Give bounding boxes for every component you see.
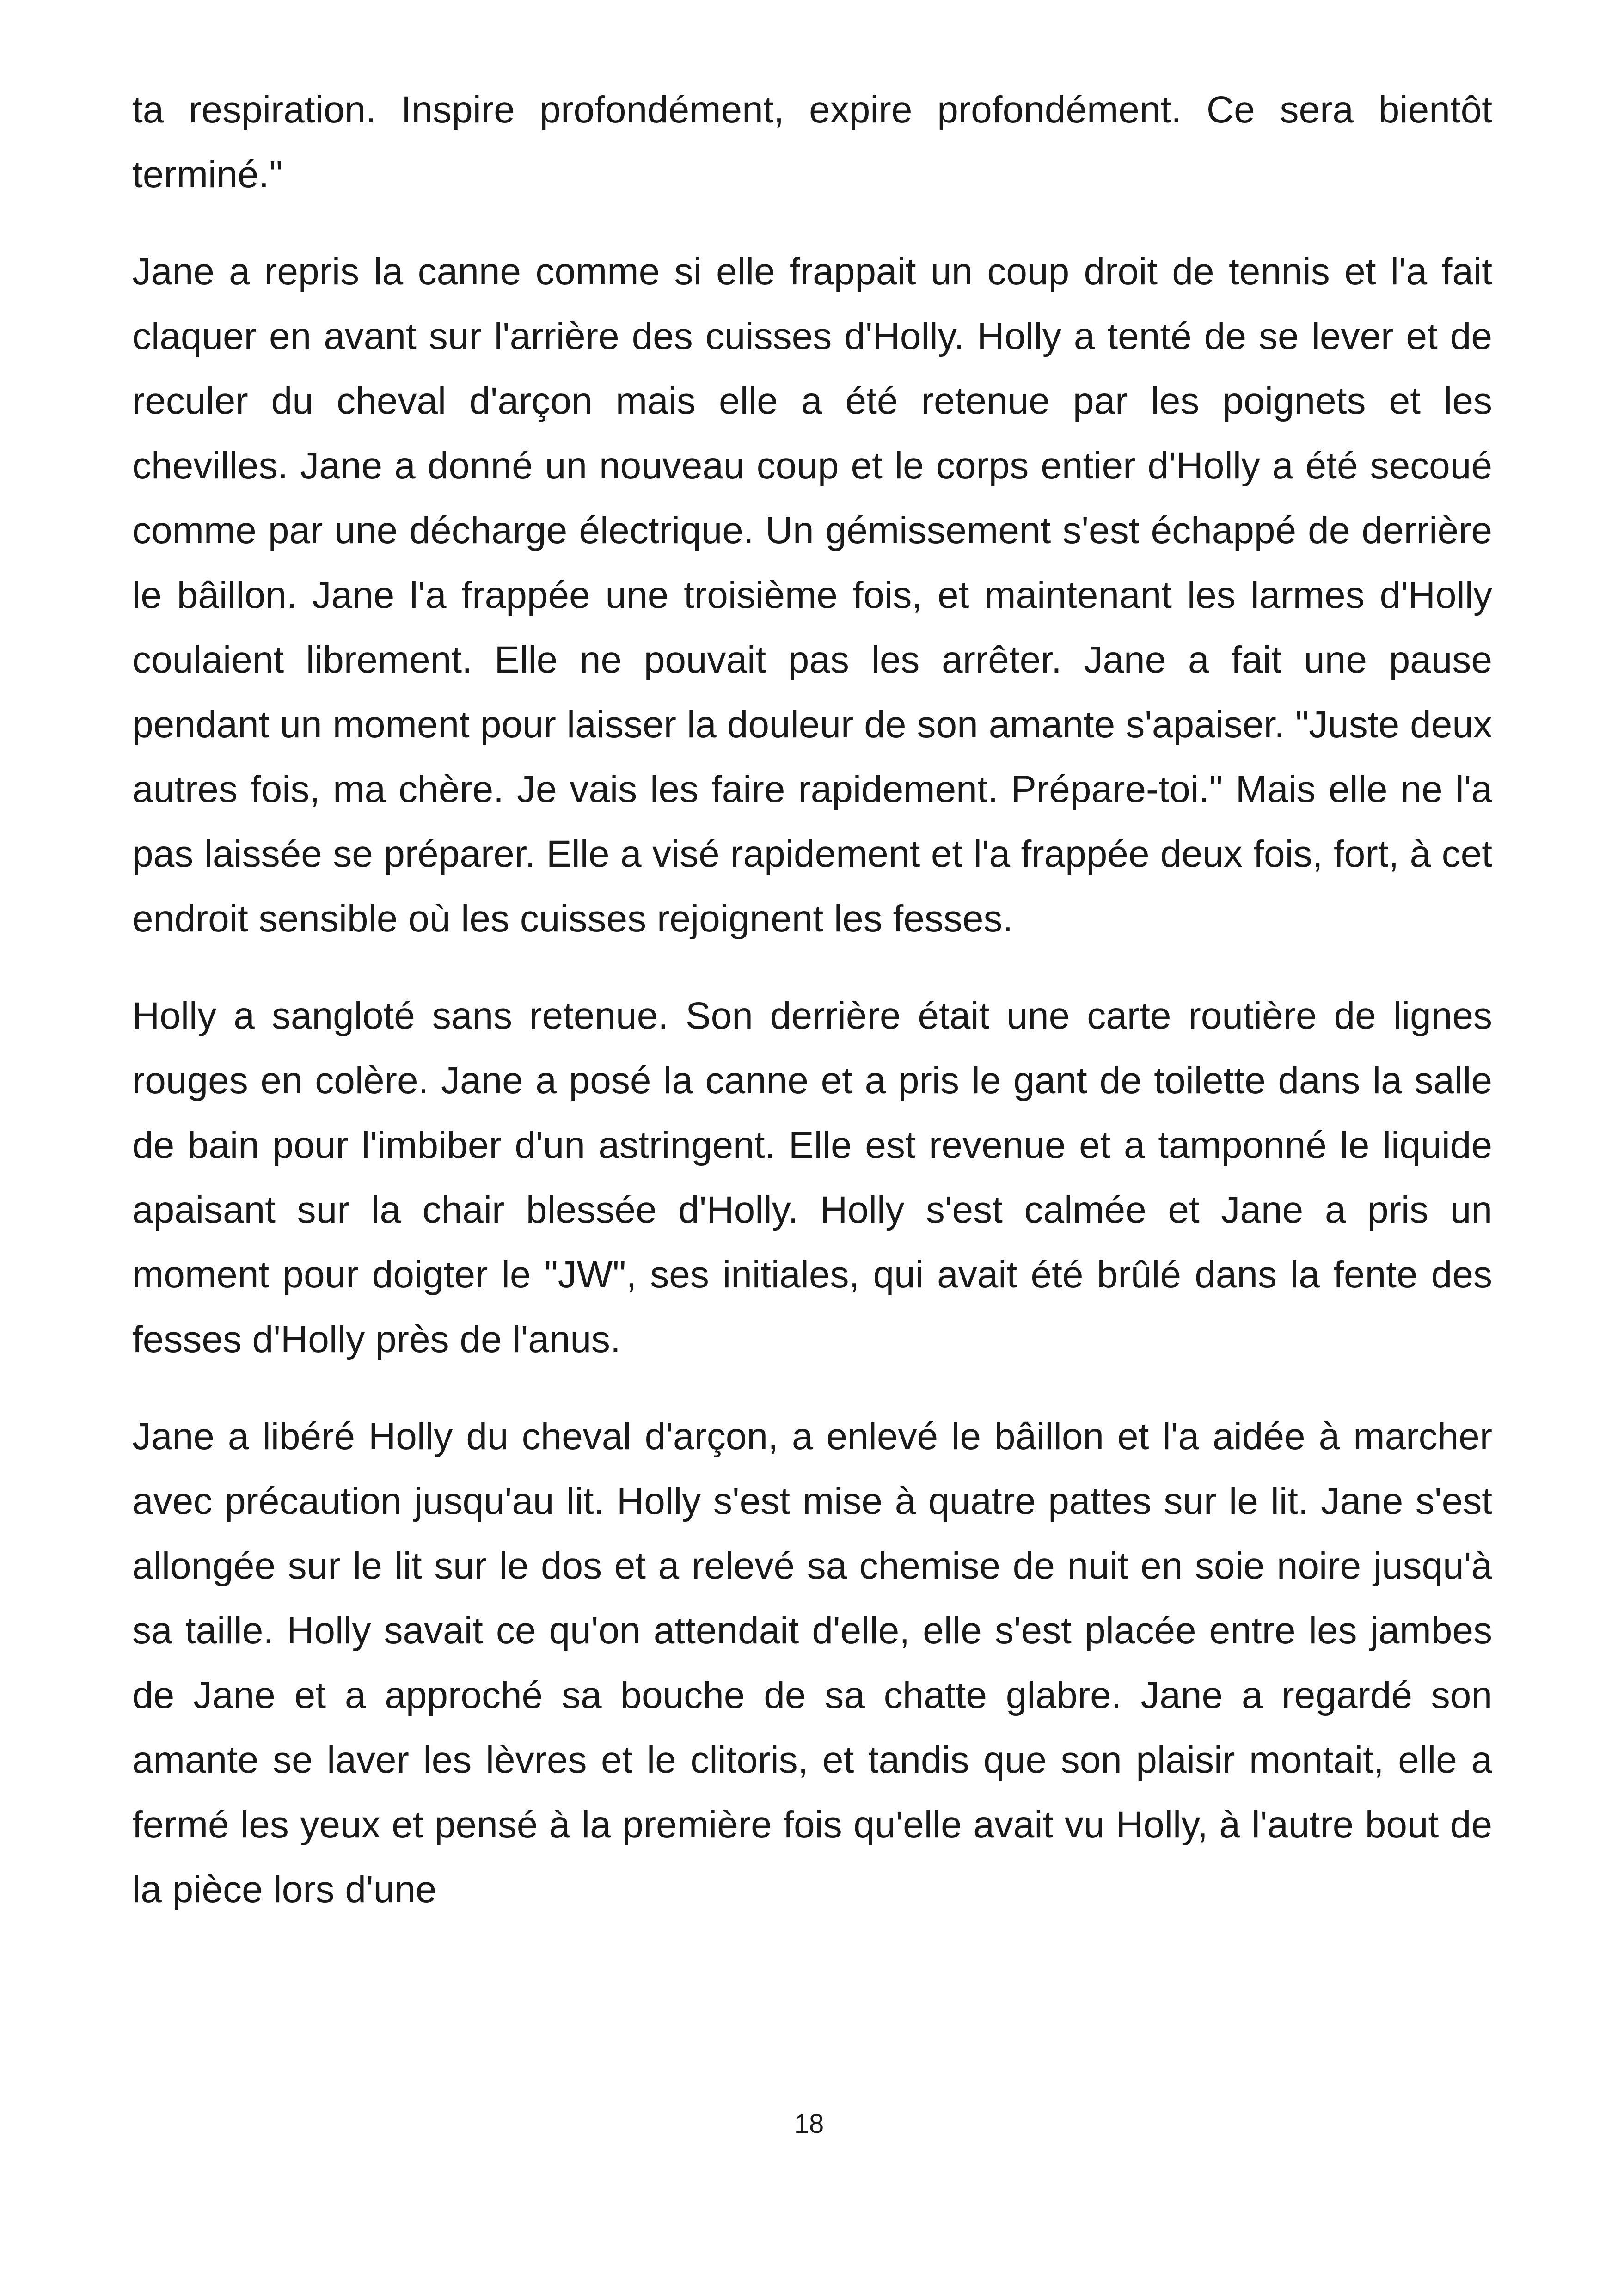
paragraph-1: ta respiration. Inspire profondément, expire profondément. Ce sera bientôt terminé." bbox=[132, 89, 1492, 196]
page-number: 18 bbox=[794, 2109, 824, 2139]
body-text bbox=[132, 78, 1492, 1922]
paragraph-2: Jane a repris la canne comme si elle frappait un coup droit de tennis et l'a fait claquer en avant sur l'arrière des cuisses d'Holly. Holly a tenté de se lever et de reculer du cheval d'arçon mais elle a été retenue par les poignets et les chevilles. Jane a donné un nouveau coup et le corps entier d'Holly a été secoué comme par une décharge électrique. Un gémissement s'est échappé de derrière le bâillon. Jane l'a frappée une troisième fois, et maintenant les larmes d'Holly coulaient librement. Elle ne pouvait pas les arrêter. Jane a fait une pause pendant un moment pour laisser la douleur de son amante s'apaiser. "Juste deux autres fois, ma chère. Je vais les faire rapidement. Prépare-toi." Mais elle ne l'a pas laissée se préparer. Elle a visé rapidement et l'a frappée deux fois, fort, à cet endroit sensible où les cuisses rejoignent les fesses. bbox=[132, 251, 1492, 940]
paragraph-4: Jane a libéré Holly du cheval d'arçon, a enlevé le bâillon et l'a aidée à marcher avec précaution jusqu'au lit. Holly s'est mise à quatre pattes sur le lit. Jane s'est allongée sur le lit sur le dos et a relevé sa chemise de nuit en soie noire jusqu'à sa taille. Holly savait ce qu'on attendait d'elle, elle s'est placée entre les jambes de Jane et a approché sa bouche de sa chatte glabre. Jane a regardé son amante se laver les lèvres et le clitoris, et tandis que son plaisir montait, elle a fermé les yeux et pensé à la première fois qu'elle avait vu Holly, à l'autre bout de la pièce lors d'une bbox=[132, 1415, 1492, 1910]
paragraph-3: Holly a sangloté sans retenue. Son derrière était une carte routière de lignes rouges en colère. Jane a posé la canne et a pris le gant de toilette dans la salle de bain pour l'imbiber d'un astringent. Elle est revenue et a tamponné le liquide apaisant sur la chair blessée d'Holly. Holly s'est calmée et Jane a pris un moment pour doigter le "JW", ses initiales, qui avait été brûlé dans la fente des fesses d'Holly près de l'anus. bbox=[132, 995, 1492, 1360]
